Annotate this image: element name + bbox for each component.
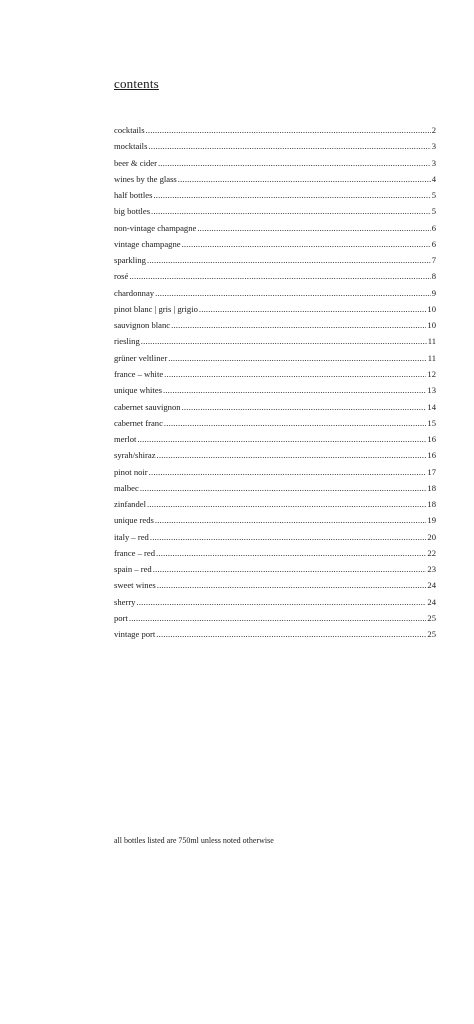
dot-leader [151,203,431,219]
toc-entry[interactable] [114,594,436,610]
toc-entry[interactable] [114,187,436,203]
toc-entry-label: pinot blanc | gris | grigio [114,303,198,314]
toc-entry[interactable] [114,138,436,154]
dot-leader [129,268,430,284]
footnote: all bottles listed are 750ml unless noted otherwise [114,836,274,845]
dot-leader [163,382,426,398]
toc-entry-label: sparkling [114,255,146,266]
toc-entry-label: big bottles [114,206,151,217]
toc-entry-page-number: 8 [431,271,436,282]
toc-entry-label: unique reds [114,515,154,526]
dot-leader [157,447,427,463]
toc-entry-label: cocktails [114,125,145,135]
toc-entry[interactable] [114,626,436,642]
toc-entry[interactable] [114,512,436,528]
toc-entry-page-number: 6 [431,222,436,233]
toc-entry-page-number: 6 [431,238,436,249]
toc-entry-label: spain – red [114,564,152,575]
dot-leader [157,577,427,593]
toc-entry-label: cabernet franc [114,417,163,428]
toc-entry-label: non-vintage champagne [114,222,197,233]
toc-entry-label: vintage port [114,629,156,640]
toc-entry-label: wines by the glass [114,173,177,184]
toc-entry[interactable] [114,171,436,187]
toc-entry-label: riesling [114,336,140,347]
toc-entry-page-number: 10 [427,320,436,331]
toc-entry[interactable] [114,431,436,447]
dot-leader [153,187,430,203]
dot-leader [155,285,431,301]
dot-leader [156,545,426,561]
toc-entry[interactable] [114,561,436,577]
toc-entry[interactable] [114,480,436,496]
toc-entry-page-number: 10 [427,303,436,314]
toc-entry[interactable] [114,317,436,333]
toc-entry[interactable] [114,285,436,301]
dot-leader [147,252,431,268]
toc-entry-label: malbec [114,482,139,493]
dot-leader [199,301,427,317]
toc-entry-page-number: 2 [431,125,436,135]
dot-leader [148,138,430,154]
toc-entry-page-number: 17 [427,466,436,477]
toc-entry-label: grüner veltliner [114,352,168,363]
dot-leader [136,594,426,610]
toc-entry-page-number: 18 [427,499,436,510]
dot-leader [149,464,427,480]
toc-entry[interactable] [114,333,436,349]
toc-entry[interactable] [114,610,436,626]
table-of-contents [114,122,436,643]
toc-entry-page-number: 13 [427,385,436,396]
toc-entry-page-number: 25 [427,629,436,640]
toc-entry-label: italy – red [114,531,149,542]
toc-entry-label: sherry [114,596,136,607]
toc-entry-page-number: 25 [427,612,436,623]
toc-entry-page-number: 24 [427,580,436,591]
dot-leader [156,626,426,642]
toc-entry[interactable] [114,496,436,512]
toc-entry-label: france – red [114,547,156,558]
dot-leader [182,236,431,252]
dot-leader [178,171,431,187]
dot-leader [129,610,427,626]
toc-entry-page-number: 16 [427,434,436,445]
dot-leader [153,561,427,577]
toc-entry-page-number: 3 [431,157,436,168]
toc-entry[interactable] [114,415,436,431]
dot-leader [140,480,427,496]
page-title: contents [114,76,159,91]
toc-entry-page-number: 15 [427,417,436,428]
dot-leader [146,122,431,138]
toc-entry[interactable] [114,236,436,252]
toc-entry-page-number: 12 [427,368,436,379]
toc-entry-label: unique whites [114,385,162,396]
toc-entry[interactable] [114,220,436,236]
dot-leader [182,399,427,415]
dot-leader [197,220,430,236]
toc-entry[interactable] [114,399,436,415]
toc-entry-label: half bottles [114,190,153,201]
toc-entry[interactable] [114,545,436,561]
toc-entry-page-number: 24 [427,596,436,607]
toc-entry-label: france – white [114,368,164,379]
toc-entry-page-number: 14 [427,401,436,412]
toc-entry[interactable] [114,122,436,138]
toc-entry[interactable] [114,382,436,398]
dot-leader [158,155,431,171]
toc-entry-page-number: 20 [427,531,436,542]
toc-entry-page-number: 22 [427,547,436,558]
toc-entry-label: sweet wines [114,580,156,591]
toc-entry[interactable] [114,350,436,366]
toc-entry[interactable] [114,464,436,480]
toc-entry-label: mocktails [114,141,148,152]
toc-entry[interactable] [114,366,436,382]
toc-entry[interactable] [114,155,436,171]
toc-entry-page-number: 7 [431,255,436,266]
toc-entry[interactable] [114,203,436,219]
toc-entry-page-number: 19 [427,515,436,526]
dot-leader [164,415,427,431]
toc-entry-label: port [114,612,128,623]
dot-leader [147,496,426,512]
dot-leader [171,317,426,333]
toc-entry[interactable] [114,301,436,317]
dot-leader [164,366,426,382]
toc-entry-page-number: 11 [427,336,436,347]
toc-entry-label: merlot [114,434,137,445]
toc-entry-label: rosé [114,271,129,282]
dot-leader [141,333,427,349]
toc-entry[interactable] [114,529,436,545]
toc-entry-page-number: 16 [427,450,436,461]
toc-entry-label: zinfandel [114,499,146,510]
toc-entry-page-number: 18 [427,482,436,493]
toc-entry-label: cabernet sauvignon [114,401,181,412]
toc-entry-label: pinot noir [114,466,148,477]
toc-entry-page-number: 5 [431,190,436,201]
toc-entry-label: sauvignon blanc [114,320,171,331]
toc-entry-page-number: 9 [431,287,436,298]
toc-entry-label: vintage champagne [114,238,181,249]
toc-entry-page-number: 5 [431,206,436,217]
toc-entry-page-number: 3 [431,141,436,152]
toc-entry-label: beer & cider [114,157,157,168]
dot-leader [150,529,427,545]
dot-leader [137,431,426,447]
toc-entry-page-number: 11 [427,352,436,363]
toc-entry-label: syrah/shiraz [114,450,156,461]
toc-entry[interactable] [114,577,436,593]
dot-leader [168,350,427,366]
toc-entry-page-number: 23 [427,564,436,575]
toc-entry-page-number: 4 [431,173,436,184]
toc-entry[interactable] [114,447,436,463]
dot-leader [155,512,427,528]
toc-entry[interactable] [114,268,436,284]
toc-entry[interactable] [114,252,436,268]
toc-entry-label: chardonnay [114,287,155,298]
